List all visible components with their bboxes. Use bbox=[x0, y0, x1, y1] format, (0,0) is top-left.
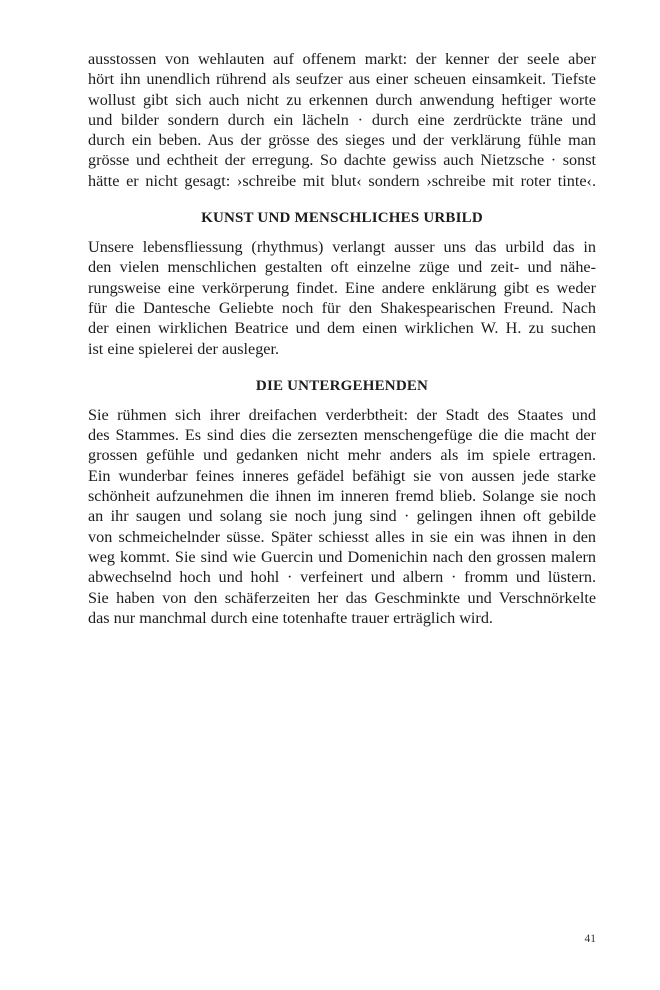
text-line: wollust gibt sich auch nicht zu erkennen durch anwendung heftiger worte bbox=[88, 90, 596, 109]
text-line: Unsere lebensfliessung (rhythmus) verlangt ausser uns das urbild das in bbox=[88, 238, 596, 257]
text-line: hört ihn unendlich rührend als seufzer aus einer scheuen einsamkeit. Tiefste bbox=[88, 70, 596, 89]
text-line: abwechselnd hoch und hohl · verfeinert und albern · fromm und lüstern. bbox=[88, 568, 596, 587]
text-line: grossen gefühle und gedanken nicht mehr anders als im spiele ertragen. bbox=[88, 446, 596, 465]
text-line: grösse und echtheit der erregung. So dachte gewiss auch Nietzsche · sonst bbox=[88, 151, 596, 170]
paragraph-kunst bbox=[88, 237, 596, 359]
paragraph-intro bbox=[88, 49, 596, 191]
text-line: an ihr saugen und solang sie noch jung sind · gelingen ihnen oft gebilde bbox=[88, 507, 596, 526]
text-line: ist eine spielerei der ausleger. bbox=[88, 339, 280, 358]
text-line: weg kommt. Sie sind wie Guercin und Domenichin nach den grossen malern bbox=[88, 547, 596, 566]
text-line: ausstossen von wehlauten auf offenem markt: der kenner der seele aber bbox=[88, 50, 596, 68]
section-heading-untergehenden: DIE UNTERGEHENDEN bbox=[255, 377, 429, 394]
text-line: Ein wunderbar feines inneres gefädel befähigt sie von aussen jede starke bbox=[88, 466, 596, 485]
text-line: für die Dantesche Geliebte noch für den Shakespearischen Freund. Nach bbox=[88, 298, 596, 317]
text-line: von schmeichelnder süsse. Später schiesst alles in sie ein was ihnen in den bbox=[88, 527, 596, 546]
text-line: schönheit aufzunehmen die ihnen im inneren fremd blieb. Solange sie noch bbox=[88, 487, 596, 506]
text-line: der einen wirklichen Beatrice und dem einen wirklichen W. H. zu suchen bbox=[88, 319, 596, 338]
text-line: das nur manchmal durch eine totenhafte trauer erträglich wird. bbox=[88, 608, 493, 627]
text-line: Sie rühmen sich ihrer dreifachen verderbtheit: der Stadt des Staates und bbox=[88, 405, 596, 424]
text-line: durch ein beben. Aus der grösse des sieges und der verklärung fühle man bbox=[88, 131, 596, 150]
text-line: hätte er nicht gesagt: ›schreibe mit blut‹ sondern ›schreibe mit roter tinte‹. bbox=[88, 171, 596, 190]
page-number: 41 bbox=[584, 933, 596, 945]
page-body bbox=[88, 49, 596, 628]
text-line: und bilder sondern durch ein lächeln · durch eine zerdrückte träne und bbox=[88, 110, 596, 129]
text-line: rungsweise eine verkörperung findet. Eine andere enklärung gibt es weder bbox=[88, 278, 596, 297]
text-line: des Stammes. Es sind dies die zersezten menschengefüge die die macht der bbox=[88, 426, 596, 445]
text-line: Sie haben von den schäferzeiten her das Geschminkte und Verschnörkelte bbox=[88, 588, 596, 607]
paragraph-untergehenden bbox=[88, 405, 596, 628]
section-heading-kunst: KUNST UND MENSCHLICHES URBILD bbox=[201, 210, 483, 227]
text-line: den vielen menschlichen gestalten oft einzelne züge und zeit- und nähe- bbox=[88, 258, 596, 277]
